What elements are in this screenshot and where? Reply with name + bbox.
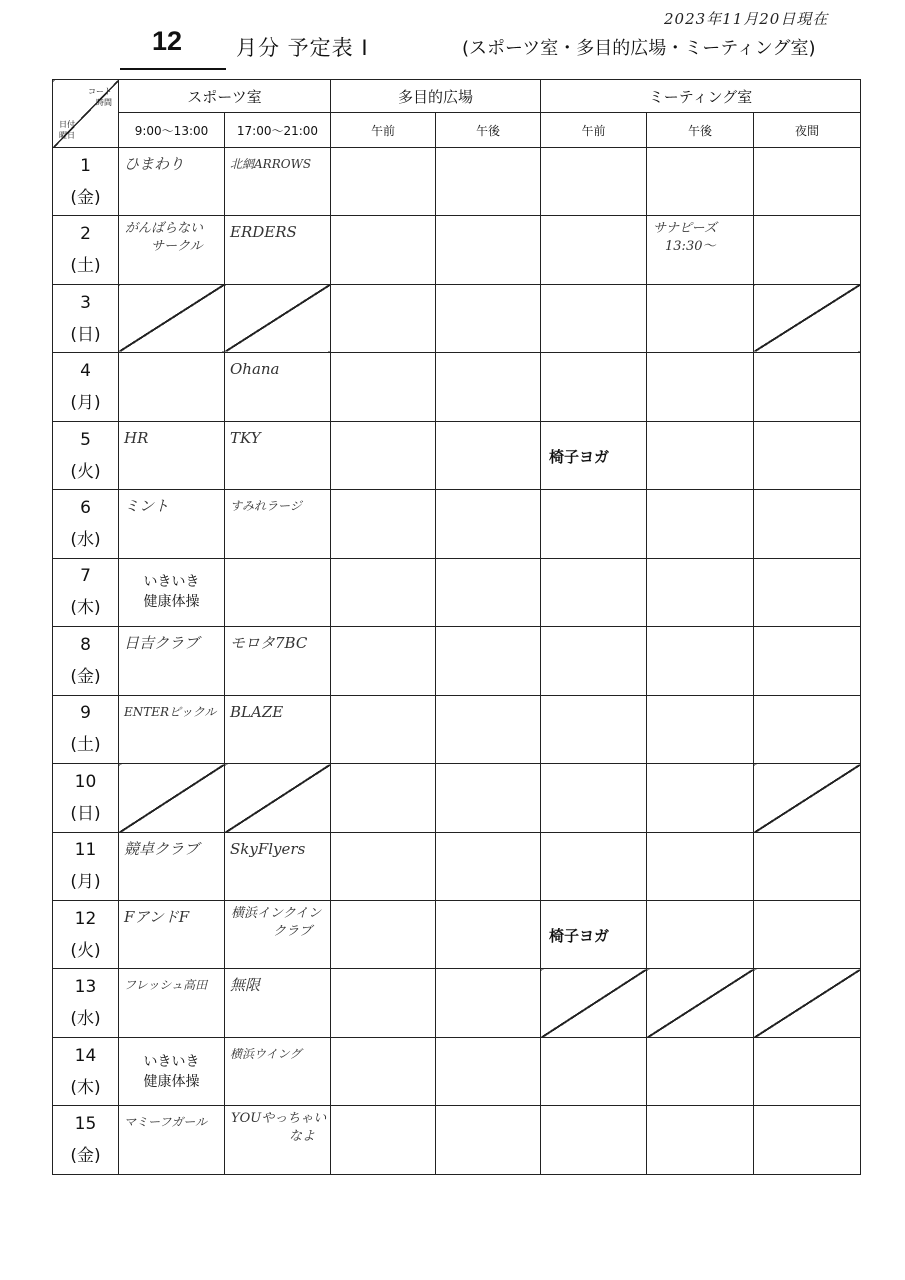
cell-meeting-am-closed	[541, 969, 647, 1037]
header-multi-square: 多目的広場	[331, 80, 541, 113]
cell-meeting-am[interactable]	[541, 832, 647, 900]
booking-line-1: いきいき	[143, 1053, 200, 1070]
weekday: (土)	[70, 256, 101, 277]
table-row	[53, 353, 861, 421]
day-number: 14	[74, 1045, 97, 1066]
cell-meeting-pm[interactable]	[647, 148, 754, 216]
cell-meeting-night[interactable]	[754, 353, 861, 421]
table-row	[53, 695, 861, 763]
corner-court-label: コート	[88, 87, 112, 96]
cell-meeting-night[interactable]	[754, 421, 861, 489]
booking-text: 椅子ヨガ	[549, 926, 610, 945]
cell-sports-pm[interactable]	[225, 490, 331, 558]
cell-meeting-pm[interactable]	[647, 421, 754, 489]
table-row	[53, 284, 861, 352]
header-sports-room: スポーツ室	[119, 80, 331, 113]
cell-meeting-am[interactable]	[541, 1037, 647, 1105]
cell-meeting-pm[interactable]	[647, 1037, 754, 1105]
as-of-date-stamp: 2023年11月20日現在	[664, 10, 829, 28]
booking-line-1: YOUやっちゃい	[231, 1111, 327, 1127]
booking-text	[653, 220, 717, 256]
header-meeting-room: ミーティング室	[541, 80, 861, 113]
day-number: 8	[80, 634, 91, 655]
cell-square-pm[interactable]	[436, 558, 541, 626]
table-row	[53, 558, 861, 626]
cell-meeting-night-closed	[754, 969, 861, 1037]
weekday: (月)	[70, 872, 101, 893]
cell-sports-am[interactable]	[119, 695, 225, 763]
cell-meeting-pm[interactable]	[647, 764, 754, 832]
booking-text: 椅子ヨガ	[549, 447, 610, 466]
cell-meeting-night[interactable]	[754, 558, 861, 626]
corner-top-labels	[88, 86, 112, 108]
cell-meeting-night[interactable]	[754, 900, 861, 968]
cell-meeting-am[interactable]	[541, 148, 647, 216]
cell-square-am[interactable]	[331, 148, 436, 216]
weekday: (金)	[70, 666, 101, 687]
cell-meeting-night-closed	[754, 284, 861, 352]
cell-meeting-am[interactable]	[541, 764, 647, 832]
booking-text: モロタ7BC	[230, 634, 308, 653]
date-cell	[53, 1037, 119, 1105]
cell-meeting-pm[interactable]	[647, 353, 754, 421]
cell-square-pm[interactable]	[436, 969, 541, 1037]
corner-weekday-label: 曜日	[59, 131, 75, 140]
cell-sports-pm[interactable]	[225, 969, 331, 1037]
date-cell	[53, 900, 119, 968]
cell-square-am[interactable]	[331, 216, 436, 284]
booking-line-2: 健康体操	[143, 1073, 200, 1090]
cell-square-am[interactable]	[331, 832, 436, 900]
cell-square-am[interactable]	[331, 353, 436, 421]
day-number: 13	[74, 977, 97, 998]
schedule-table	[52, 79, 861, 1175]
cell-square-pm[interactable]	[436, 900, 541, 968]
cell-meeting-night[interactable]	[754, 627, 861, 695]
cell-sports-am[interactable]	[119, 148, 225, 216]
booking-line-2: なよ	[289, 1129, 316, 1145]
table-row	[53, 900, 861, 968]
booking-line-1: がんばらない	[125, 221, 204, 237]
header-corner	[53, 80, 119, 148]
cell-sports-am-closed	[119, 284, 225, 352]
cell-meeting-am[interactable]	[541, 695, 647, 763]
cell-square-pm[interactable]	[436, 1037, 541, 1105]
cell-sports-pm-closed	[225, 764, 331, 832]
cell-sports-am-closed	[119, 764, 225, 832]
cell-meeting-pm[interactable]	[647, 216, 754, 284]
cell-meeting-pm[interactable]	[647, 832, 754, 900]
cell-meeting-am[interactable]	[541, 216, 647, 284]
cell-meeting-pm[interactable]	[647, 490, 754, 558]
cell-sports-am[interactable]	[119, 353, 225, 421]
day-number: 6	[80, 497, 91, 518]
cell-meeting-am[interactable]	[541, 490, 647, 558]
header-square-am: 午前	[331, 113, 436, 148]
cell-meeting-am[interactable]	[541, 627, 647, 695]
cell-meeting-am[interactable]	[541, 353, 647, 421]
booking-text: 北網ARROWS	[230, 157, 312, 171]
cell-sports-am[interactable]	[119, 490, 225, 558]
weekday: (土)	[70, 735, 101, 756]
cell-square-am[interactable]	[331, 558, 436, 626]
cell-sports-am[interactable]	[119, 1106, 225, 1175]
day-number: 7	[80, 566, 91, 587]
cell-meeting-night[interactable]	[754, 1037, 861, 1105]
cell-meeting-pm[interactable]	[647, 900, 754, 968]
cell-meeting-am[interactable]	[541, 558, 647, 626]
page-subtitle: (スポーツ室・多目的広場・ミーティング室)	[462, 38, 816, 59]
header-sports-slot-am: 9:00〜13:00	[119, 113, 225, 148]
table-row	[53, 148, 861, 216]
cell-square-am[interactable]	[331, 490, 436, 558]
header-meeting-am: 午前	[541, 113, 647, 148]
title-underline	[120, 68, 226, 70]
weekday: (水)	[70, 529, 101, 550]
weekday: (木)	[70, 1077, 101, 1098]
cell-meeting-am[interactable]	[541, 1106, 647, 1175]
date-cell	[53, 148, 119, 216]
date-cell	[53, 216, 119, 284]
cell-meeting-night[interactable]	[754, 490, 861, 558]
cell-sports-pm-closed	[225, 284, 331, 352]
table-row	[53, 832, 861, 900]
cell-sports-pm[interactable]	[225, 1037, 331, 1105]
table-row	[53, 1037, 861, 1105]
cell-square-am[interactable]	[331, 1037, 436, 1105]
table-row	[53, 627, 861, 695]
cell-square-am[interactable]	[331, 900, 436, 968]
date-cell	[53, 627, 119, 695]
cell-meeting-night[interactable]	[754, 832, 861, 900]
day-number: 2	[80, 224, 91, 245]
date-cell	[53, 558, 119, 626]
cell-sports-pm[interactable]	[225, 216, 331, 284]
cell-square-pm[interactable]	[436, 216, 541, 284]
booking-text: ENTERピックル	[124, 704, 217, 719]
date-cell	[53, 695, 119, 763]
date-cell	[53, 969, 119, 1037]
booking-text: ERDERS	[230, 223, 297, 242]
corner-date-label: 日付	[59, 120, 75, 129]
table-row	[53, 216, 861, 284]
cell-meeting-pm[interactable]	[647, 627, 754, 695]
weekday: (火)	[70, 940, 101, 961]
cell-square-pm[interactable]	[436, 764, 541, 832]
booking-text: 横浜ウイング	[230, 1046, 302, 1061]
booking-text: HR	[124, 428, 149, 447]
booking-text: BLAZE	[230, 702, 284, 721]
day-number: 3	[80, 292, 91, 313]
booking-text: SkyFlyers	[230, 839, 306, 858]
date-cell	[53, 1106, 119, 1175]
date-cell	[53, 764, 119, 832]
cell-sports-pm[interactable]	[225, 353, 331, 421]
cell-square-am[interactable]	[331, 695, 436, 763]
booking-text	[125, 220, 203, 256]
cell-meeting-am[interactable]	[541, 421, 647, 489]
table-row	[53, 421, 861, 489]
cell-square-am[interactable]	[331, 284, 436, 352]
corner-time-label: 時間	[96, 98, 112, 107]
booking-line-2: クラブ	[273, 923, 313, 939]
booking-text	[231, 1110, 326, 1146]
cell-sports-am[interactable]	[119, 969, 225, 1037]
table-row	[53, 490, 861, 558]
day-number: 15	[74, 1114, 97, 1135]
table-row	[53, 764, 861, 832]
corner-bottom-labels	[59, 119, 75, 141]
cell-meeting-pm[interactable]	[647, 1106, 754, 1175]
cell-sports-am[interactable]	[119, 900, 225, 968]
cell-square-pm[interactable]	[436, 421, 541, 489]
cell-sports-pm[interactable]	[225, 1106, 331, 1175]
date-cell	[53, 832, 119, 900]
booking-line-1: 横浜インクイン	[231, 905, 322, 921]
cell-meeting-pm[interactable]	[647, 558, 754, 626]
booking-text: マミーフガール	[124, 1115, 208, 1130]
day-number: 9	[80, 703, 91, 724]
cell-sports-am[interactable]	[119, 627, 225, 695]
date-cell	[53, 490, 119, 558]
cell-square-pm[interactable]	[436, 832, 541, 900]
header-meeting-pm: 午後	[647, 113, 754, 148]
table-row	[53, 1106, 861, 1175]
cell-square-am[interactable]	[331, 969, 436, 1037]
cell-sports-am[interactable]	[119, 558, 225, 626]
table-row	[53, 969, 861, 1037]
weekday: (水)	[70, 1009, 101, 1030]
day-number: 12	[74, 908, 97, 929]
date-cell	[53, 353, 119, 421]
date-cell	[53, 284, 119, 352]
day-number: 1	[80, 155, 91, 176]
cell-meeting-pm[interactable]	[647, 695, 754, 763]
cell-meeting-pm-closed	[647, 969, 754, 1037]
cell-square-pm[interactable]	[436, 1106, 541, 1175]
cell-sports-am[interactable]	[119, 216, 225, 284]
cell-meeting-pm[interactable]	[647, 284, 754, 352]
booking-line-1: サナピーズ	[653, 221, 717, 237]
booking-line-2: 健康体操	[143, 594, 200, 611]
cell-meeting-night[interactable]	[754, 1106, 861, 1175]
weekday: (火)	[70, 461, 101, 482]
booking-text: 無限	[230, 976, 261, 995]
title-month: 12	[152, 26, 183, 56]
cell-square-am[interactable]	[331, 1106, 436, 1175]
cell-sports-pm[interactable]	[225, 558, 331, 626]
date-cell	[53, 421, 119, 489]
cell-square-am[interactable]	[331, 764, 436, 832]
cell-square-pm[interactable]	[436, 353, 541, 421]
booking-line-1: いきいき	[143, 574, 200, 591]
booking-text: FアンドF	[124, 907, 190, 926]
cell-meeting-am[interactable]	[541, 900, 647, 968]
booking-text: Ohana	[230, 360, 280, 379]
booking-text: TKY	[230, 428, 261, 447]
cell-square-pm[interactable]	[436, 284, 541, 352]
cell-sports-pm[interactable]	[225, 900, 331, 968]
weekday: (金)	[70, 1146, 101, 1167]
cell-meeting-night-closed	[754, 764, 861, 832]
cell-sports-pm[interactable]	[225, 832, 331, 900]
booking-text: フレッシュ高田	[124, 978, 208, 993]
booking-text: 競卓クラブ	[124, 839, 200, 858]
booking-text: 日吉クラブ	[124, 634, 200, 653]
weekday: (月)	[70, 393, 101, 414]
cell-square-pm[interactable]	[436, 695, 541, 763]
weekday: (木)	[70, 598, 101, 619]
cell-sports-am[interactable]	[119, 421, 225, 489]
cell-sports-pm[interactable]	[225, 695, 331, 763]
cell-sports-am[interactable]	[119, 1037, 225, 1105]
weekday: (日)	[70, 803, 101, 824]
booking-text: ひまわり	[124, 155, 185, 173]
day-number: 10	[74, 771, 97, 792]
day-number: 4	[80, 361, 91, 382]
cell-square-am[interactable]	[331, 421, 436, 489]
cell-sports-am[interactable]	[119, 832, 225, 900]
header-meeting-night: 夜間	[754, 113, 861, 148]
cell-meeting-night[interactable]	[754, 695, 861, 763]
cell-square-pm[interactable]	[436, 148, 541, 216]
booking-line-2: サークル	[151, 239, 203, 255]
booking-line-2: 13:30〜	[665, 239, 716, 255]
booking-text: すみれラージ	[230, 499, 302, 514]
cell-meeting-am[interactable]	[541, 284, 647, 352]
weekday: (金)	[70, 187, 101, 208]
page-title: 月分 予定表 Ⅰ	[236, 36, 369, 60]
cell-meeting-night[interactable]	[754, 148, 861, 216]
cell-square-pm[interactable]	[436, 490, 541, 558]
header-square-pm: 午後	[436, 113, 541, 148]
cell-meeting-night[interactable]	[754, 216, 861, 284]
cell-square-pm[interactable]	[436, 627, 541, 695]
cell-sports-pm[interactable]	[225, 627, 331, 695]
weekday: (日)	[70, 324, 101, 345]
header-sports-slot-pm: 17:00〜21:00	[225, 113, 331, 148]
booking-text	[231, 905, 321, 941]
day-number: 11	[74, 840, 97, 861]
day-number: 5	[80, 429, 91, 450]
cell-sports-pm[interactable]	[225, 421, 331, 489]
booking-text: ミント	[124, 497, 170, 516]
cell-square-am[interactable]	[331, 627, 436, 695]
cell-sports-pm[interactable]	[225, 148, 331, 216]
